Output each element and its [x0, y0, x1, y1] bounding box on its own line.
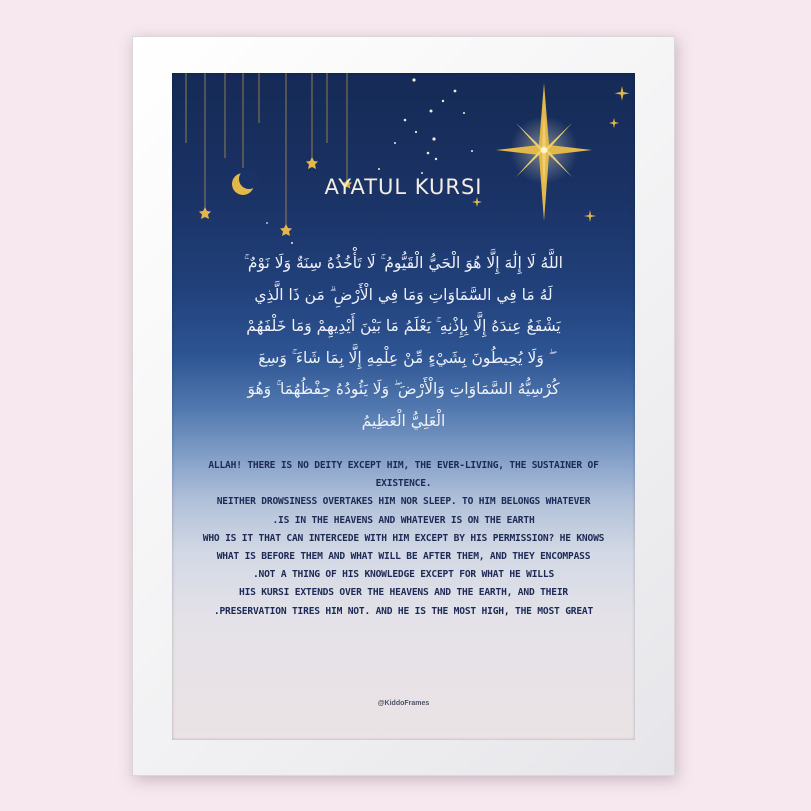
arabic-line: الْعَلِيُّ الْعَظِيمُ	[361, 411, 446, 430]
arabic-line: كُرْسِيُّهُ السَّمَاوَاتِ وَالْأَرْضَ ۖ وَلَا يَئُودُهُ حِفْظُهُمَا ۚ وَهُوَ	[247, 380, 560, 398]
translation-line: .IS IN THE HEAVENS AND WHATEVER IS ON THE EARTH	[272, 514, 535, 526]
sparkle-icon	[266, 78, 473, 244]
translation-line: EXISTENCE.	[375, 478, 432, 490]
arabic-line: ۖ وَلَا يُحِيطُونَ بِشَيْءٍ مِّنْ عِلْمِهِ إِلَّا بِمَا شَاءَ ۚ وَسِعَ	[258, 348, 549, 367]
arabic-verse	[190, 248, 617, 437]
translation-line: .NOT A THING OF HIS KNOWLEDGE EXCEPT FOR WHAT HE WILLS	[252, 569, 555, 581]
translation-line: NEITHER DROWSINESS OVERTAKES HIM NOR SLEEP. TO HIM BELONGS WHATEVER	[216, 496, 591, 508]
hanging-strings	[186, 73, 347, 228]
north-star-icon	[496, 83, 592, 221]
arabic-line: اللَّهُ لَا إِلَٰهَ إِلَّا هُوَ الْحَيُّ الْقَيُّومُ ۚ لَا تَأْخُذُهُ سِنَةٌ وَلَا نَوْمٌ ۚ	[244, 254, 563, 272]
arabic-line: يَشْفَعُ عِندَهُ إِلَّا بِإِذْنِهِ ۚ يَعْلَمُ مَا بَيْنَ أَيْدِيهِمْ وَمَا خَلْفَهُمْ	[246, 317, 561, 335]
credit-handle: @KiddoFrames	[377, 700, 430, 707]
translation-line: ALLAH! THERE IS NO DEITY EXCEPT HIM, THE EVER-LIVING, THE SUSTAINER OF	[208, 460, 599, 471]
translation-line: .PRESERVATION TIRES HIM NOT. AND HE IS THE MOST HIGH, THE MOST GREAT	[213, 605, 594, 617]
poster-title: AYATUL KURSI	[324, 175, 483, 199]
poster	[172, 73, 635, 740]
english-translation	[180, 457, 627, 621]
arabic-line: لَهُ مَا فِي السَّمَاوَاتِ وَمَا فِي الْأَرْضِ ۗ مَن ذَا الَّذِي	[254, 285, 553, 304]
translation-line: HIS KURSI EXTENDS OVER THE HEAVENS AND THE EARTH, AND THEIR	[239, 587, 568, 599]
translation-line: WHAT IS BEFORE THEM AND WHAT WILL BE AFTER THEM, AND THEY ENCOMPASS	[216, 551, 591, 563]
translation-line: WHO IS IT THAT CAN INTERCEDE WITH HIM EXCEPT BY HIS PERMISSION? HE KNOWS	[202, 532, 605, 544]
